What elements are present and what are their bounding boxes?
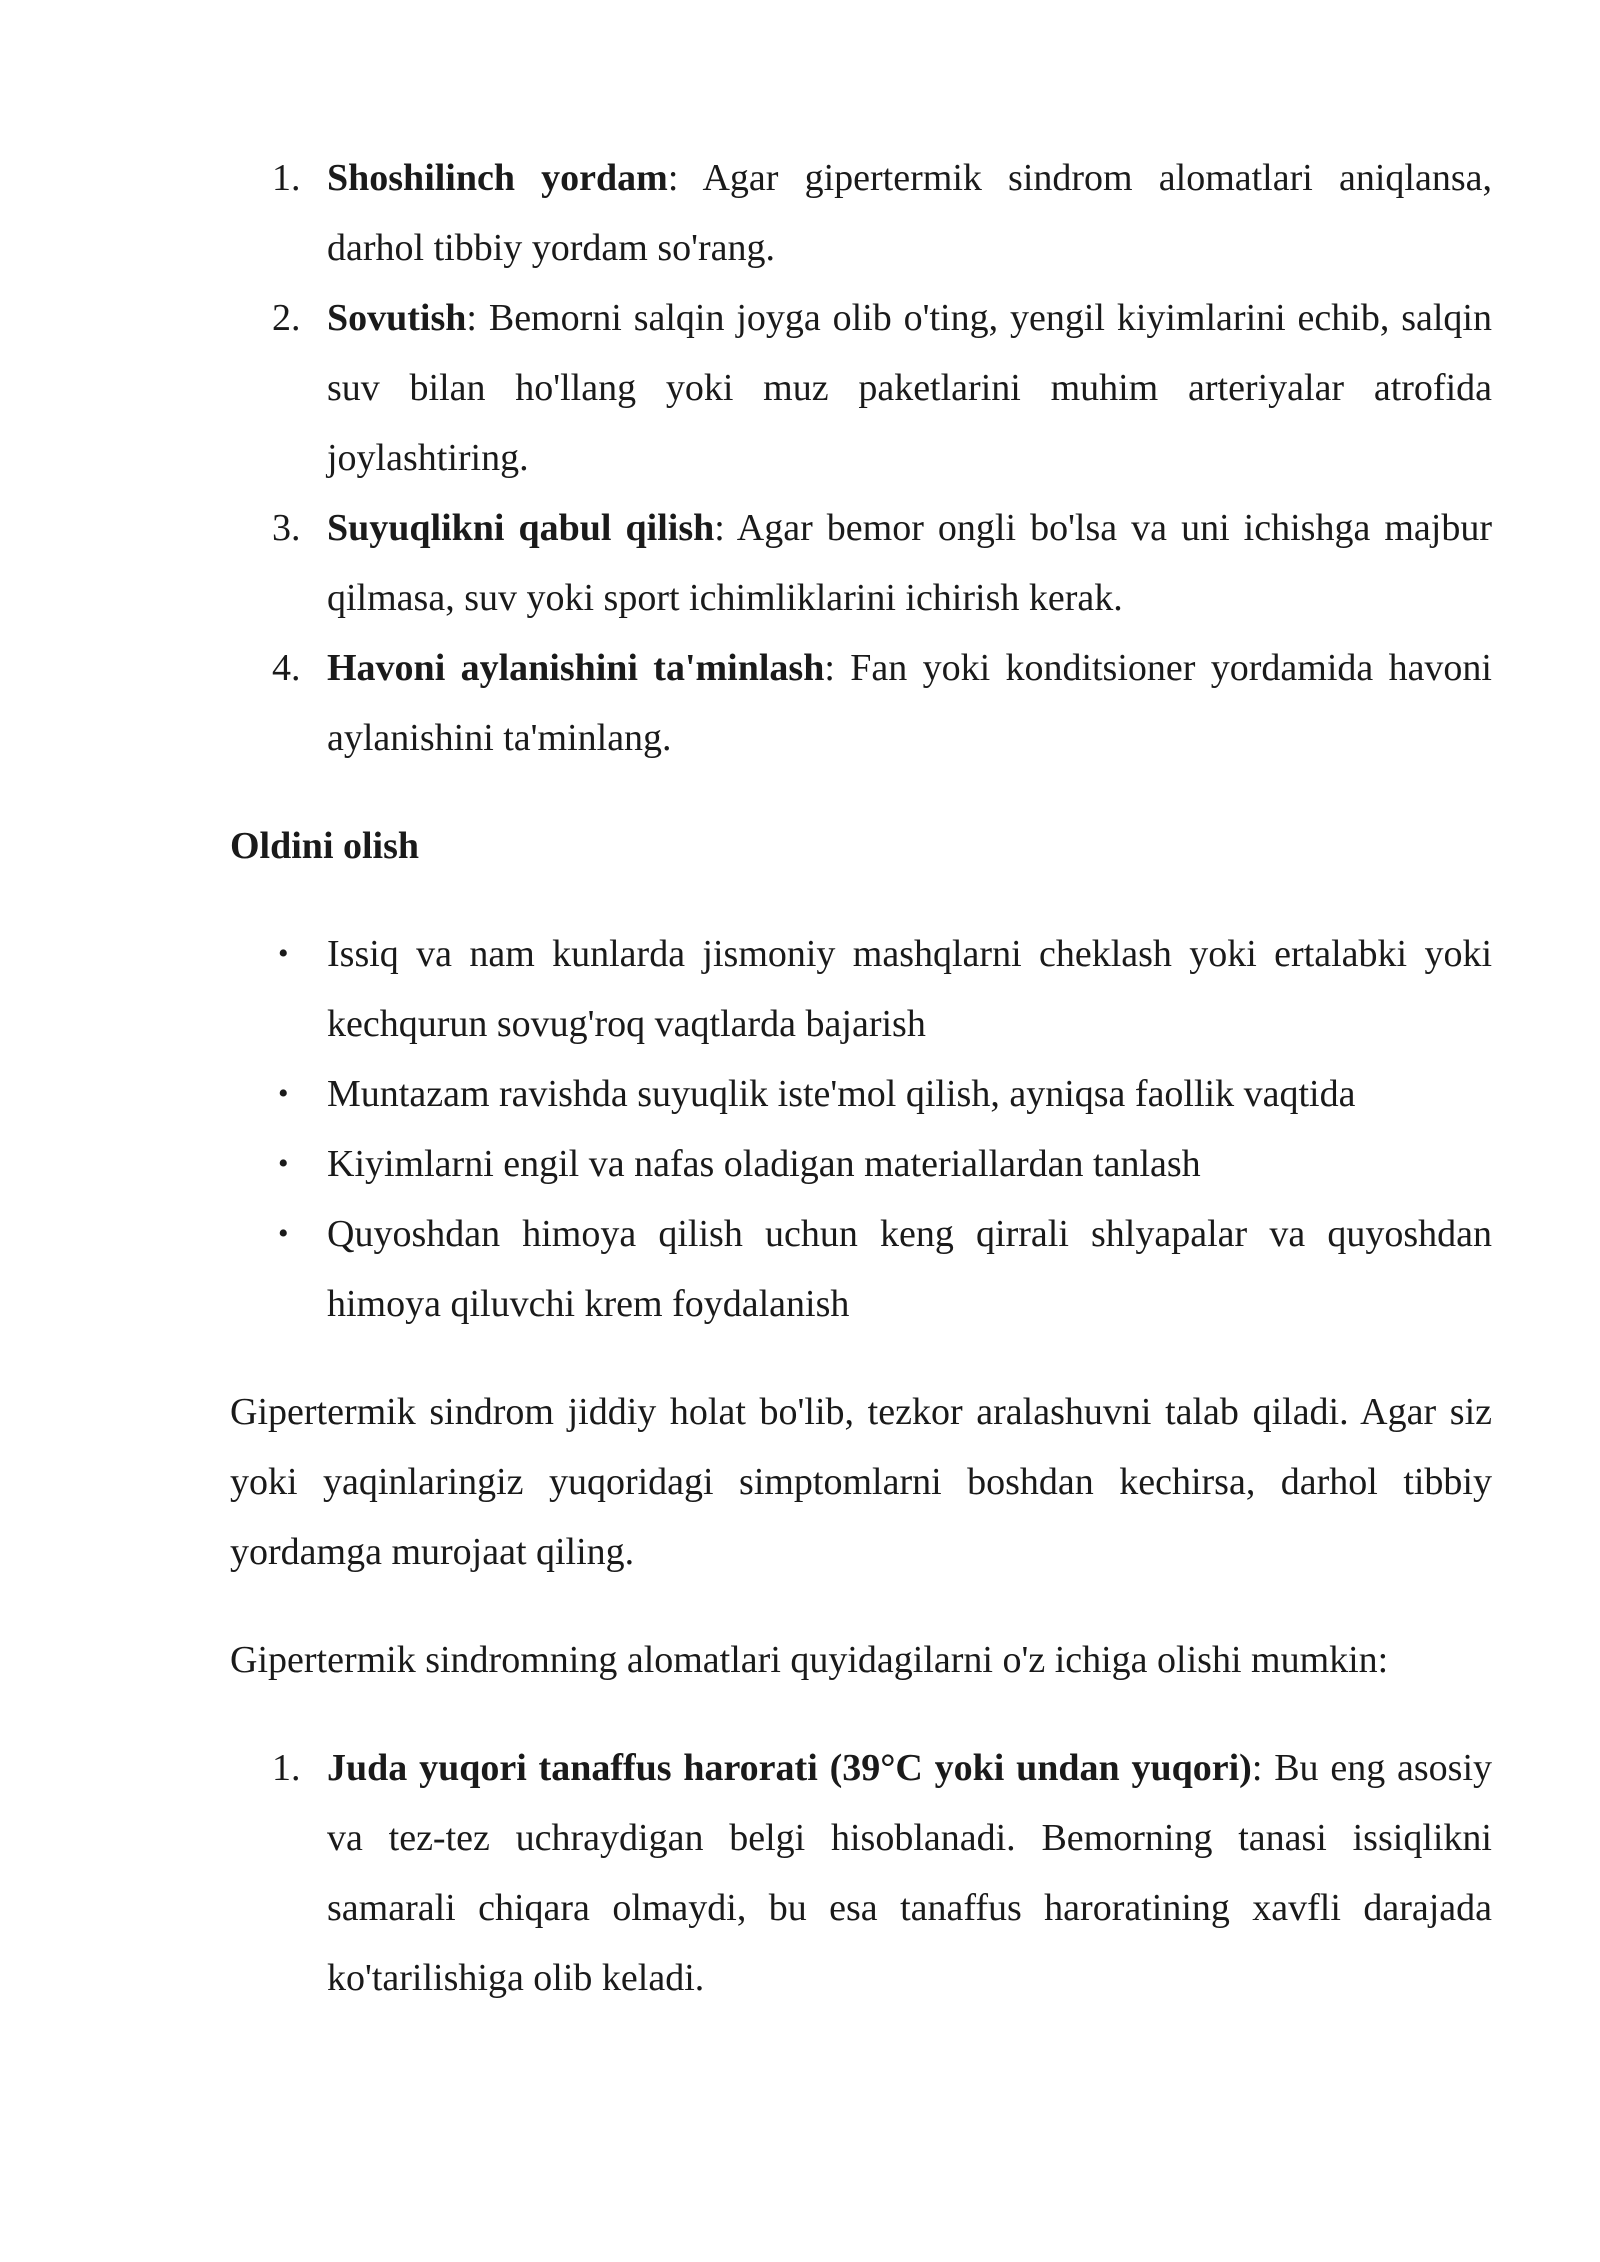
item-separator: : (1251, 1747, 1263, 1789)
list-item (230, 1733, 1492, 2013)
list-number: 2. (272, 297, 301, 339)
symptoms-list (230, 1733, 1492, 2013)
prevention-list (230, 919, 1492, 1339)
bullet-icon: • (278, 1147, 289, 1180)
list-item (230, 1129, 1492, 1199)
item-text: Bu eng asosiy va tez-tez uchraydigan belgi hisoblanadi. Bemorning tanasi issiqlikni samarali chiqara olmaydi, bu esa tanaffus haroratining xavfli darajada ko'tarilishiga olib keladi. (327, 1747, 1492, 1999)
list-item (230, 143, 1492, 283)
list-item (230, 493, 1492, 633)
list-item (230, 1199, 1492, 1339)
item-title: Havoni aylanishini ta'minlash (327, 647, 825, 689)
list-number: 1. (272, 157, 301, 199)
first-aid-list (230, 143, 1492, 773)
list-number: 1. (272, 1747, 301, 1789)
bullet-icon: • (278, 1217, 289, 1250)
list-item (230, 1059, 1492, 1129)
item-text: Quyoshdan himoya qilish uchun keng qirrali shlyapalar va quyoshdan himoya qiluvchi krem foydalanish (327, 1213, 1492, 1325)
list-item (230, 919, 1492, 1059)
document-page (230, 143, 1492, 2013)
item-text: Agar gipertermik sindrom alomatlari aniqlansa, darhol tibbiy yordam so'rang. (327, 157, 1492, 269)
bullet-icon: • (278, 1077, 289, 1110)
item-separator: : (667, 157, 679, 199)
list-number: 3. (272, 507, 301, 549)
bullet-icon: • (278, 937, 289, 970)
item-separator: : (714, 507, 725, 549)
item-text: Agar bemor ongli bo'lsa va uni ichishga majbur qilmasa, suv yoki sport ichimliklarini ichirish kerak. (327, 507, 1492, 619)
item-title: Juda yuqori tanaffus harorati (39°C yoki undan yuqori) (327, 1747, 1252, 1789)
item-text: Issiq va nam kunlarda jismoniy mashqlarni cheklash yoki ertalabki yoki kechqurun sovug'roq vaqtlarda bajarish (327, 933, 1492, 1045)
list-item (230, 633, 1492, 773)
section-heading-prevention: Oldini olish (230, 825, 420, 867)
item-title: Shoshilinch yordam (327, 157, 668, 199)
item-title: Suyuqlikni qabul qilish (327, 507, 715, 549)
conclusion-paragraph: Gipertermik sindrom jiddiy holat bo'lib, tezkor aralashuvni talab qiladi. Agar siz yoki yaqinlaringiz yuqoridagi simptomlarni boshdan kechirsa, darhol tibbiy yordamga murojaat qiling. (230, 1391, 1492, 1573)
item-text: Fan yoki konditsioner yordamida havoni aylanishini ta'minlang. (327, 647, 1492, 759)
item-separator: : (466, 297, 477, 339)
item-text: Bemorni salqin joyga olib o'ting, yengil kiyimlarini echib, salqin suv bilan ho'llang yoki muz paketlarini muhim arteriyalar atrofida joylashtiring. (327, 297, 1492, 479)
list-item (230, 283, 1492, 493)
item-text: Kiyimlarni engil va nafas oladigan materiallardan tanlash (327, 1143, 1201, 1185)
item-separator: : (824, 647, 835, 689)
item-title: Sovutish (327, 297, 467, 339)
list-number: 4. (272, 647, 301, 689)
symptoms-intro-paragraph: Gipertermik sindromning alomatlari quyidagilarni o'z ichiga olishi mumkin: (230, 1639, 1389, 1681)
item-text: Muntazam ravishda suyuqlik iste'mol qilish, ayniqsa faollik vaqtida (327, 1073, 1356, 1115)
